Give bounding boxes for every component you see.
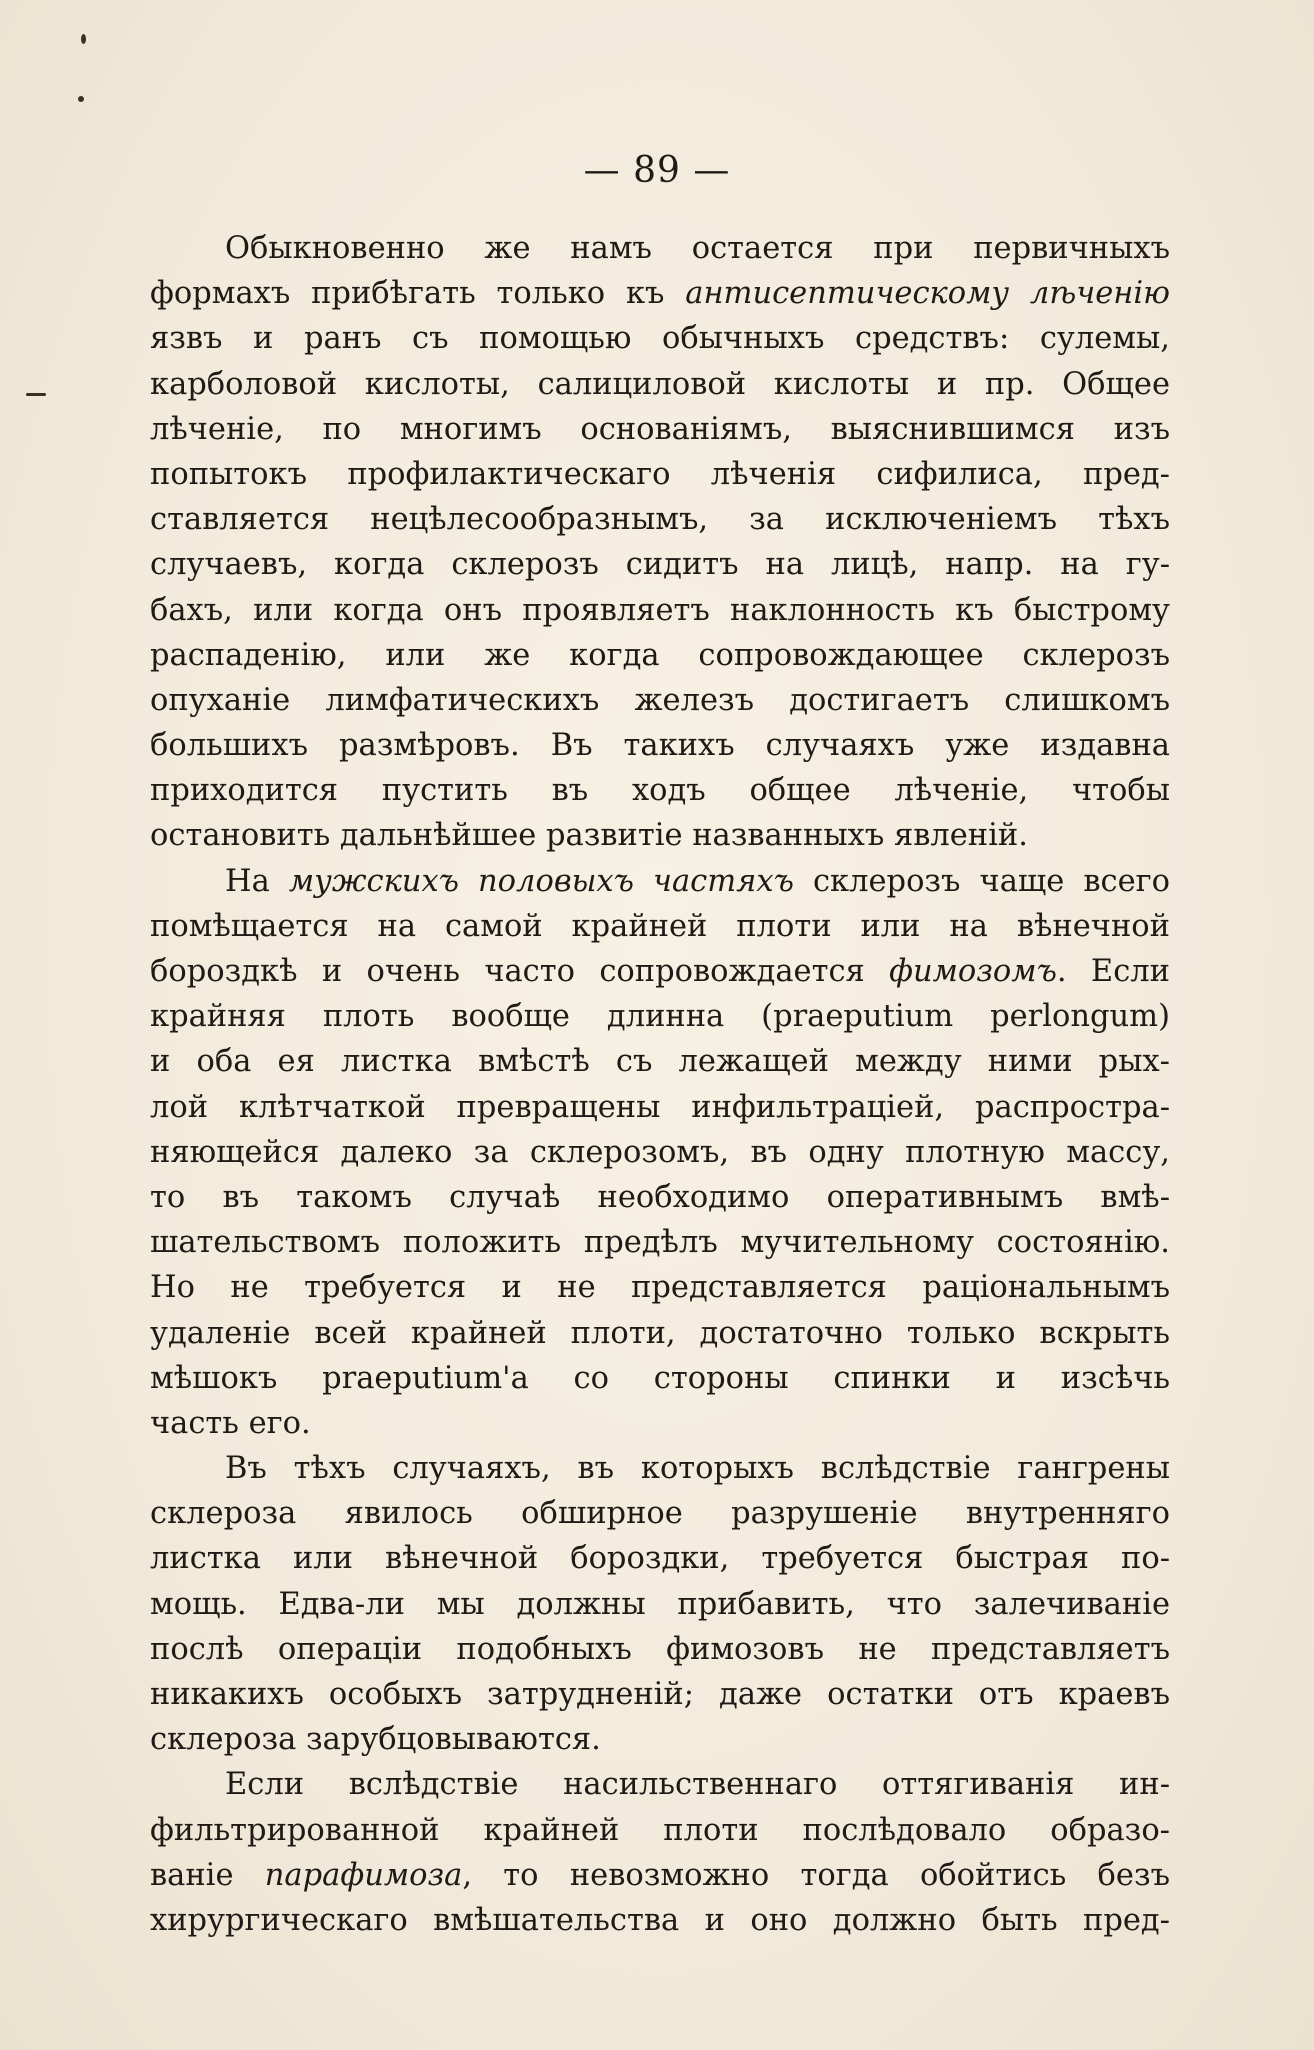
text-run: удаленіе всей крайней плоти, достаточно только вскрыть (150, 1315, 1170, 1351)
text-run: язвъ и ранъ съ помощью обычныхъ средствъ: сулемы, (150, 321, 1170, 357)
text-line (150, 949, 1170, 994)
text-line (150, 1536, 1170, 1581)
text-run: распаденію, или же когда сопровождающее склерозъ (150, 637, 1170, 673)
text-run: . Если (1056, 954, 1170, 989)
text-run: склероза зарубцовываются. (150, 1722, 601, 1758)
text-run: случаевъ, когда склерозъ сидитъ на лицѣ, напр. на гу- (150, 547, 1170, 583)
text-run: послѣ операціи подобныхъ фимозовъ не представляетъ (150, 1631, 1170, 1667)
text-line (150, 1627, 1170, 1672)
text-line (150, 1582, 1170, 1627)
text-run: лой клѣтчаткой превращены инфильтраціей, распростра- (150, 1089, 1170, 1125)
text-line (150, 271, 1170, 316)
text-line (150, 226, 1170, 271)
text-line (150, 1717, 1170, 1762)
text-run: Но не требуется и не представляется раціональнымъ (150, 1270, 1170, 1306)
text-line (150, 1175, 1170, 1220)
text-run: помѣщается на самой крайней плоти или на вѣнечной (150, 908, 1170, 944)
text-run: Обыкновенно же намъ остается при первичныхъ (225, 231, 1170, 266)
text-line (150, 723, 1170, 768)
text-run: приходится пустить въ ходъ общее лѣченіе, чтобы (150, 773, 1170, 809)
text-run: и оба ея листка вмѣстѣ съ лежащей между ними рых- (150, 1044, 1170, 1080)
text-line (150, 362, 1170, 407)
text-run: бахъ, или когда онъ проявляетъ наклонность къ быстрому (150, 592, 1170, 628)
text-run: На (225, 863, 289, 899)
italic-term: антисептическому лѣченію (685, 276, 1170, 312)
text-line (150, 633, 1170, 678)
text-run: шательствомъ положить предѣлъ мучительному состоянію. (150, 1225, 1170, 1261)
text-run: ваніе (150, 1857, 265, 1893)
text-line (150, 452, 1170, 497)
text-run: Если вслѣдствіе насильственнаго оттягиванія ин- (225, 1767, 1170, 1803)
text-run: листка или вѣнечной бороздки, требуется быстрая по- (150, 1541, 1170, 1577)
text-run: никакихъ особыхъ затрудненій; даже остатки отъ краевъ (150, 1677, 1170, 1712)
text-line (150, 678, 1170, 723)
text-run: хирургическаго вмѣшательства и оно должно быть пред- (150, 1902, 1170, 1938)
text-line (150, 1311, 1170, 1356)
text-line (150, 859, 1170, 904)
text-line (150, 1356, 1170, 1401)
text-line (150, 1401, 1170, 1446)
text-line (150, 1130, 1170, 1175)
text-line (150, 1672, 1170, 1717)
text-run: крайняя плоть вообще длинна (praeputium perlongum) (150, 999, 1170, 1035)
text-run: мѣшокъ praeputium'а со стороны спинки и изсѣчь (150, 1360, 1170, 1396)
text-run: склероза явилось обширное разрушеніе внутренняго (150, 1496, 1170, 1532)
text-run: , то невозможно тогда обойтись безъ (462, 1857, 1170, 1893)
text-line (150, 407, 1170, 452)
text-run: Въ тѣхъ случаяхъ, въ которыхъ вслѣдствіе гангрены (225, 1451, 1170, 1487)
text-run: мощь. Едва-ли мы должны прибавить, что залечиваніе (150, 1586, 1170, 1622)
text-line (150, 588, 1170, 633)
text-line (150, 994, 1170, 1039)
text-run: лѣченіе, по многимъ основаніямъ, выяснившимся изъ (150, 411, 1170, 447)
text-line (150, 542, 1170, 587)
text-run: няющейся далеко за склерозомъ, въ одну плотную массу, (150, 1134, 1170, 1170)
text-run: ставляется нецѣлесообразнымъ, за исключеніемъ тѣхъ (150, 502, 1170, 538)
text-line (150, 316, 1170, 361)
text-run: то въ такомъ случаѣ необходимо оперативнымъ вмѣ- (150, 1179, 1170, 1215)
text-line (150, 904, 1170, 949)
text-run: фильтрированной крайней плоти послѣдовало образо- (150, 1812, 1170, 1848)
text-run: бороздкѣ и очень часто сопровождается (150, 954, 890, 989)
text-line (150, 1491, 1170, 1536)
text-line (150, 497, 1170, 542)
text-run: попытокъ профилактическаго лѣченія сифилиса, пред- (150, 456, 1170, 492)
text-run: остановить дальнѣйшее развитіе названныхъ явленій. (150, 818, 1028, 854)
text-run: карболовой кислоты, салициловой кислоты и пр. Общее (150, 366, 1170, 402)
print-speck (78, 96, 84, 102)
text-line (150, 1898, 1170, 1943)
text-line (150, 1808, 1170, 1853)
text-line (150, 813, 1170, 858)
print-speck (81, 34, 86, 44)
text-line (150, 1085, 1170, 1130)
body-text (150, 226, 1170, 1943)
text-run: опуханіе лимфатическихъ железъ достигаетъ слишкомъ (150, 682, 1170, 718)
text-run: большихъ размѣровъ. Въ такихъ случаяхъ уже издавна (150, 728, 1170, 764)
italic-term: фимозомъ (889, 954, 1057, 989)
italic-term: мужскихъ половыхъ частяхъ (288, 863, 794, 899)
text-run: часть его. (150, 1405, 311, 1441)
text-run: формахъ прибѣгать только къ (150, 276, 686, 312)
text-run: склерозъ чаще всего (793, 863, 1170, 899)
text-line (150, 768, 1170, 813)
text-line (150, 1220, 1170, 1265)
text-line (150, 1446, 1170, 1491)
text-line (150, 1762, 1170, 1807)
print-speck (26, 393, 46, 396)
text-line (150, 1039, 1170, 1084)
italic-term: парафимоза (264, 1857, 463, 1893)
text-line (150, 1265, 1170, 1310)
text-line (150, 1853, 1170, 1898)
page-number: — 89 — (583, 150, 731, 191)
